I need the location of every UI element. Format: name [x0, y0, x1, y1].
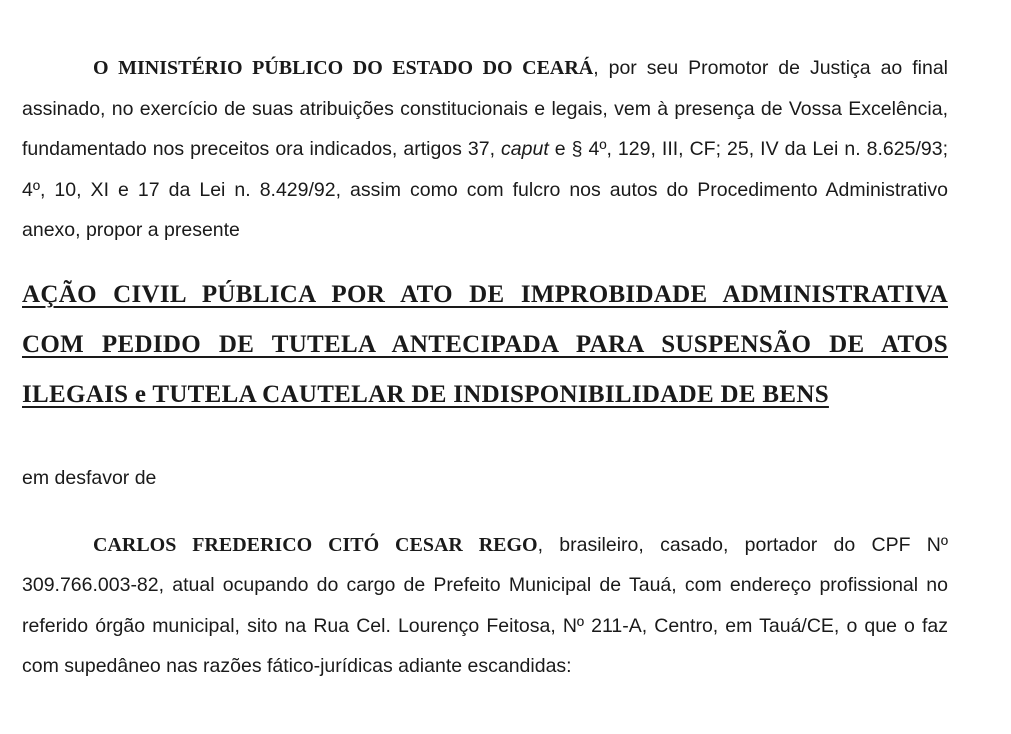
defendant-paragraph — [22, 525, 948, 687]
intro-paragraph — [22, 48, 948, 251]
action-title — [22, 270, 948, 420]
action-title-line-3: ILEGAIS e TUTELA CAUTELAR DE INDISPONIBILIDADE DE BENS — [22, 380, 829, 408]
intro-text-part1: , por seu Promotor de Justiça ao final assinado, no exercício de suas atribuições constitucionais e legais, vem à presença de Vossa Excelência, fundamentado nos preceitos ora indicados, artigos 37, — [22, 57, 948, 161]
action-title-line-2: COM PEDIDO DE TUTELA ANTECIPADA PARA SUSPENSÃO DE ATOS — [22, 330, 948, 358]
caput-term: caput — [501, 138, 549, 161]
action-title-line-1: AÇÃO CIVIL PÚBLICA POR ATO DE IMPROBIDADE ADMINISTRATIVA — [22, 280, 948, 308]
defendant-name: CARLOS FREDERICO CITÓ CESAR REGO — [93, 533, 538, 556]
plaintiff-name: O MINISTÉRIO PÚBLICO DO ESTADO DO CEARÁ — [93, 57, 594, 79]
against-label: em desfavor de — [22, 466, 157, 489]
intro-text-part2: e § 4º, 129, III, CF; 25, IV da Lei n. 8.625/93; 4º, 10, XI e 17 da Lei n. 8.429/92, assim como com fulcro nos autos do Procedimento Administrativo anexo, propor a presente — [22, 138, 948, 242]
defendant-details: , brasileiro, casado, portador do CPF Nº 309.766.003-82, atual ocupando do cargo de Prefeito Municipal de Tauá, com endereço profissional no referido órgão municipal, sito na Rua Cel. Lourenço Feitosa, Nº 211-A, Centro, em Tauá/CE, o que o faz com supedâneo nas razões fático-jurídicas adiante escandidas: — [22, 533, 948, 678]
document-body — [22, 48, 948, 687]
